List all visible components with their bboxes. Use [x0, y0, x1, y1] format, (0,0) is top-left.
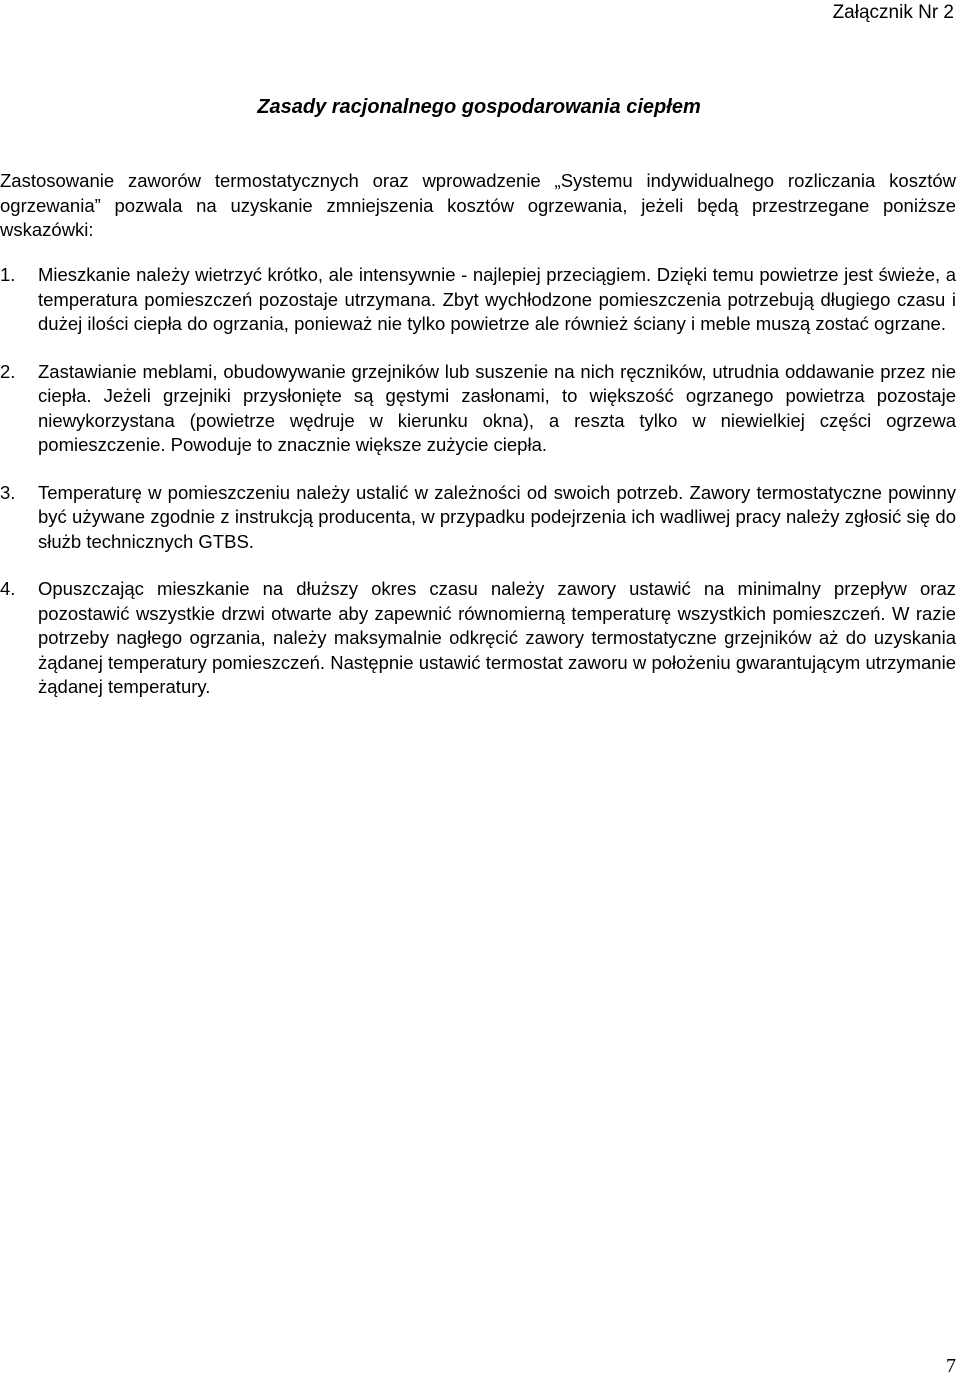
annex-label: Załącznik Nr 2 [832, 2, 954, 23]
page-number: 7 [946, 1355, 956, 1377]
list-item [0, 481, 956, 555]
list-item-text: Opuszczając mieszkanie na dłuższy okres czasu należy zawory ustawić na minimalny przepływ oraz pozostawić wszystkie drzwi otwarte aby zapewnić równomierną temperaturę wszystkich pomieszczeń. W razie potrzeby nagłego ogrzania, należy maksymalnie odkręcić zawory termostatyczne grzejników aż do uzyskania żądanej temperatury pomieszczeń. Następnie ustawić termostat zaworu w położeniu gwarantującym utrzymanie żądanej temperatury. [38, 578, 956, 697]
list-item-number: 1. [0, 264, 16, 285]
list-item-number: 3. [0, 481, 16, 503]
list-item-text: Mieszkanie należy wietrzyć krótko, ale intensywnie - najlepiej przeciągiem. Dzięki temu powietrze jest świeże, a temperatura pomieszczeń pozostaje utrzymana. Zbyt wychłodzone pomieszczenia potrzebują długiego czasu i dużej ilości ciepła do ogrzania, ponieważ nie tylko powietrze ale również ściany i meble muszą zostać ogrzane. [38, 264, 956, 334]
list-item [0, 360, 956, 458]
document-title: Zasady racjonalnego gospodarowania ciepłem [257, 96, 701, 118]
list-item [0, 577, 956, 700]
list-item-number: 2. [0, 360, 16, 382]
list-item [0, 263, 956, 337]
guidelines-list [0, 263, 956, 723]
list-item-number: 4. [0, 578, 16, 599]
list-item-text: Temperaturę w pomieszczeniu należy ustalić w zależności od swoich potrzeb. Zawory termostatyczne powinny być używane zgodnie z instrukcją producenta, w przypadku podejrzenia ich wadliwej pracy należy zgłosić się do służb technicznych GTBS. [38, 481, 956, 552]
intro-paragraph: Zastosowanie zaworów termostatycznych oraz wprowadzenie „Systemu indywidualnego rozliczania kosztów ogrzewania” pozwala na uzyskanie zmniejszenia kosztów ogrzewania, jeżeli będą przestrzegane poniższe wskazówki: [0, 170, 956, 240]
list-item-text: Zastawianie meblami, obudowywanie grzejników lub suszenie na nich ręczników, utrudnia oddawanie przez nie ciepła. Jeżeli grzejniki przysłonięte są gęstymi zasłonami, to większość ogrzanego powietrza pozostaje niewykorzystana (powietrze wędruje w kierunku okna), a reszta tylko w niewielkiej części ogrzewa pomieszczenie. Powoduje to znacznie większe zużycie ciepła. [38, 360, 956, 455]
